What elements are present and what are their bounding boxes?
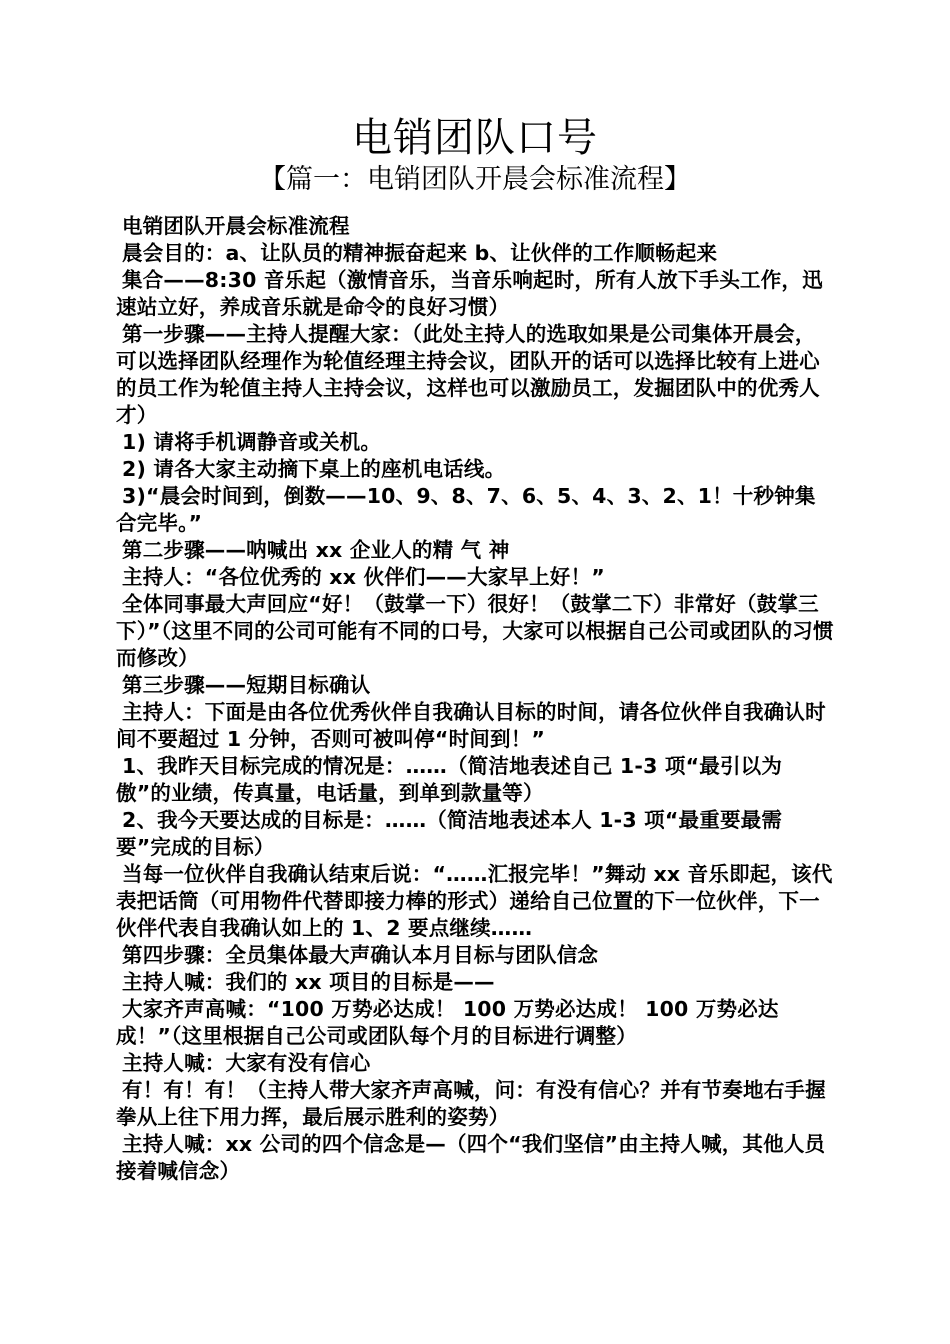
step-heading: 第二步骤——呐喊出 xx 企业人的精 气 神 [122, 538, 510, 562]
section-heading: 电销团队开晨会标准流程 [122, 214, 350, 238]
document-body [116, 213, 836, 1185]
paragraph: 主持人喊：我们的 xx 项目的目标是—— [122, 970, 495, 994]
list-item: 1、我昨天目标完成的情况是：……（简洁地表述自己 1-3 项“最引以为傲”的业绩，传真量，电话量，到单到款量等） [116, 754, 783, 805]
step-heading: 第三步骤——短期目标确认 [122, 673, 371, 697]
paragraph: 主持人：下面是由各位优秀伙伴自我确认目标的时间，请各位伙伴自我确认时间不要超过 1 分钟，否则可被叫停“时间到！” [116, 700, 826, 751]
list-item: 3)“晨会时间到，倒数——10、9、8、7、6、5、4、3、2、1！十秒钟集合完毕。” [116, 484, 816, 535]
document-subtitle: 【篇一：电销团队开晨会标准流程】 [259, 164, 691, 195]
paragraph: 集合——8:30 音乐起（激情音乐，当音乐响起时，所有人放下手头工作，迅速站立好，养成音乐就是命令的良好习惯） [116, 268, 823, 319]
list-item: 1) 请将手机调静音或关机。 [122, 430, 382, 454]
paragraph: 有！有！有！（主持人带大家齐声高喊，问：有没有信心？并有节奏地右手握拳从上往下用力挥，最后展示胜利的姿势） [116, 1078, 826, 1129]
step-heading: 第一步骤——主持人提醒大家：（此处主持人的选取如果是公司集体开晨会，可以选择团队经理作为轮值经理主持会议，团队开的话可以选择比较有上进心的员工作为轮值主持人主持会议，这样也可以激励员工，发掘团队中的优秀人才） [116, 322, 820, 427]
list-item: 2) 请各大家主动摘下桌上的座机电话线。 [122, 457, 506, 481]
paragraph: 主持人喊：xx 公司的四个信念是—（四个“我们坚信”由主持人喊，其他人员接着喊信念） [116, 1132, 826, 1183]
paragraph: 主持人：“各位优秀的 xx 伙伴们——大家早上好！” [122, 565, 605, 589]
paragraph: 主持人喊：大家有没有信心 [122, 1051, 371, 1075]
step-heading: 第四步骤：全员集体最大声确认本月目标与团队信念 [122, 943, 599, 967]
paragraph: 当每一位伙伴自我确认结束后说：“……汇报完毕！”舞动 xx 音乐即起，该代表把话筒（可用物件代替即接力棒的形式）递给自己位置的下一位伙伴，下一伙伴代表自我确认如上的 1、2 要点继续…… [116, 862, 833, 940]
paragraph: 晨会目的：a、让队员的精神振奋起来 b、让伙伴的工作顺畅起来 [122, 241, 718, 265]
document-title: 电销团队口号 [352, 115, 598, 161]
paragraph: 大家齐声高喊：“100 万势必达成！ 100 万势必达成！ 100 万势必达成！”（这里根据自己公司或团队每个月的目标进行调整） [116, 997, 779, 1048]
list-item: 2、我今天要达成的目标是：……（简洁地表述本人 1-3 项“最重要最需要”完成的目标） [116, 808, 783, 859]
paragraph: 全体同事最大声回应“好！（鼓掌一下）很好！（鼓掌二下）非常好（鼓掌三下）”（这里不同的公司可能有不同的口号，大家可以根据自己公司或团队的习惯而修改） [116, 592, 834, 670]
